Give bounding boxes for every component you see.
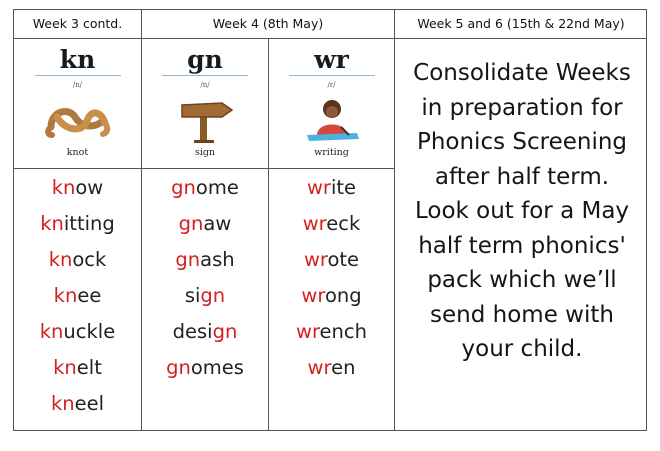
note-line: after half term. xyxy=(434,163,610,190)
ipa-wr: /r/ xyxy=(327,81,336,89)
word-list-kn xyxy=(14,170,141,422)
word-item: gnomes xyxy=(166,356,244,379)
note-line: your child. xyxy=(461,336,583,362)
word-item: wrote xyxy=(303,248,360,271)
card-gn xyxy=(142,39,268,168)
word-item: knuckle xyxy=(39,320,116,343)
header-week-5-6: Week 5 and 6 (15th & 22nd May) xyxy=(417,16,625,31)
word-item: design xyxy=(172,320,238,343)
word-list-wr xyxy=(269,170,394,386)
word-item: knock xyxy=(48,248,107,271)
column-divider xyxy=(394,10,395,430)
caption-kn: knot xyxy=(66,147,89,158)
grapheme-underline xyxy=(162,75,248,76)
note-line: Phonics Screening xyxy=(416,129,628,155)
word-item: know xyxy=(51,176,104,199)
word-item: wreck xyxy=(302,212,361,235)
caption-wr: writing xyxy=(314,147,349,158)
word-item: write xyxy=(306,176,357,199)
note-line: Consolidate Weeks xyxy=(413,60,631,86)
note-line: send home with xyxy=(430,301,614,328)
ipa-gn: /n/ xyxy=(200,81,210,89)
phonics-table xyxy=(13,9,647,431)
word-item: gnaw xyxy=(178,212,232,235)
word-list-gn xyxy=(142,170,268,386)
note-line: half term phonics' xyxy=(418,232,626,259)
consolidation-note xyxy=(396,56,648,367)
grapheme-underline xyxy=(35,75,121,76)
ipa-kn: /n/ xyxy=(72,81,83,89)
word-item: sign xyxy=(184,284,226,307)
word-item: gnome xyxy=(171,176,239,199)
knot-icon xyxy=(43,97,113,143)
note-line: pack which we’ll xyxy=(427,267,617,293)
card-kn xyxy=(14,39,141,168)
child-writing-icon xyxy=(297,97,367,143)
card-divider xyxy=(14,168,394,169)
word-item: kneel xyxy=(50,392,105,415)
note-line: Look out for a May xyxy=(414,198,630,224)
caption-gn: sign xyxy=(194,147,216,158)
word-item: knelt xyxy=(53,356,102,379)
word-item: gnash xyxy=(175,248,235,271)
word-item: wrench xyxy=(296,320,367,343)
card-wr xyxy=(269,39,394,168)
grapheme-kn: kn xyxy=(59,45,96,74)
word-item: wrong xyxy=(301,284,362,307)
grapheme-gn: gn xyxy=(187,45,223,74)
word-item: knitting xyxy=(40,212,115,235)
grapheme-wr: wr xyxy=(314,45,349,74)
word-item: wren xyxy=(307,356,356,379)
header-week-3: Week 3 contd. xyxy=(32,16,123,31)
grapheme-underline xyxy=(289,75,375,76)
header-week-4: Week 4 (8th May) xyxy=(212,16,324,31)
note-line: in preparation for xyxy=(421,94,623,121)
word-item: knee xyxy=(53,284,102,307)
signpost-icon xyxy=(170,97,240,143)
